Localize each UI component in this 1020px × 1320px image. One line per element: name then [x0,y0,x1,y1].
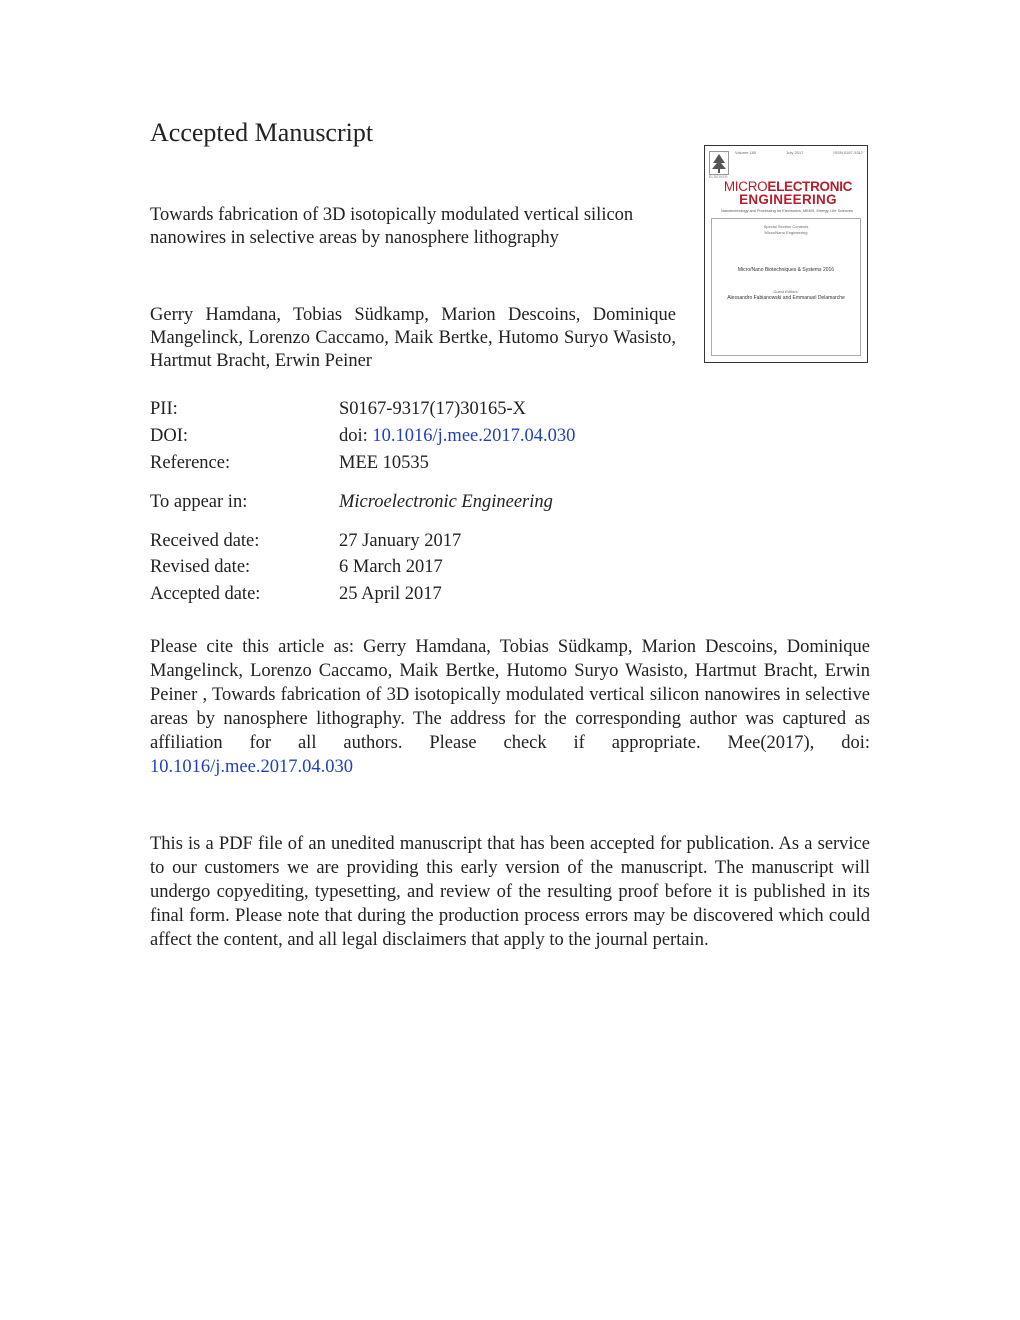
pii-value: S0167-9317(17)30165-X [339,399,527,419]
author-list: Gerry Hamdana, Tobias Südkamp, Marion Descoins, Dominique Mangelinck, Lorenzo Caccamo, Maik Bertke, Hutomo Suryo Wasisto, Hartmut Bracht, Erwin Peiner [150,305,676,371]
cover-top-line [735,150,863,156]
cover-line-a: Special Section Contents [763,224,809,229]
received-value: 27 January 2017 [339,531,462,551]
reference-label: Reference: [150,453,231,473]
accepted-value: 25 April 2017 [339,584,442,604]
citation-paragraph [150,635,870,779]
cover-special-issue: Micro/Nano Biotechniques & Systems 2016 [737,267,835,273]
doi-value [339,426,575,447]
cover-title-line2: ENGINEERING [739,192,837,207]
cover-issue: July 2017 [786,150,804,155]
pii-label: PII: [150,399,178,419]
accepted-label: Accepted date: [150,584,261,604]
doi-label: DOI: [150,426,189,446]
journal-name: Microelectronic Engineering [339,492,553,512]
revised-label: Revised date: [150,557,251,577]
cover-line-b: Micro/Nano Engineering [764,230,808,235]
page-heading: Accepted Manuscript [150,118,374,147]
doi-prefix: doi: [339,426,368,446]
appear-label: To appear in: [150,492,248,512]
received-label: Received date: [150,531,260,551]
cover-guest-label: Guest Editors: [773,289,799,294]
citation-doi-prefix: doi: [841,733,870,753]
reference-value: MEE 10535 [339,453,429,473]
doi-link[interactable]: 10.1016/j.mee.2017.04.030 [372,426,576,446]
cover-inner-frame [711,218,861,356]
manuscript-notice: This is a PDF file of an unedited manuscript that has been accepted for publication. As a service to our customers we are providing this early version of the manuscript. The manuscript will undergo copyediting, typesetting, and review of the resulting proof before it is published in its final form. Please note that during the production process errors may be discovered which could affect the content, and all legal disclaimers that apply to the journal pertain. [150,834,870,950]
cover-title-prefix: MICRO [723,179,768,194]
elsevier-tree-logo [709,151,729,175]
cover-guest-names: Alessandro Fabianowski and Emmanuel Delamarche [727,295,845,301]
article-title: Towards fabrication of 3D isotopically modulated vertical silicon nanowires in selective areas by nanosphere lithography [150,205,634,248]
citation-text: Please cite this article as: Gerry Hamdana, Tobias Südkamp, Marion Descoins, Dominique Mangelinck, Lorenzo Caccamo, Maik Bertke, Hutomo Suryo Wasisto, Hartmut Bracht, Erwin Peiner , Towards fabrication of 3D isotopically modulated vertical silicon nanowires in selective areas by nanosphere lithography. The address for the corresponding author was captured as affiliation for all authors. Please check if appropriate. Mee(2017), [150,637,870,753]
publisher-name: ELSEVIER [709,175,728,179]
cover-title-main: ELECTRONIC [767,179,853,194]
cover-subtitle: Nanotechnology and Processing for Electronics, MEMS, Energy, Life Sciences [721,209,853,213]
journal-cover [704,145,868,363]
citation-doi-link[interactable]: 10.1016/j.mee.2017.04.030 [150,757,353,777]
cover-issn: ISSN 0167-9317 [833,150,863,155]
revised-value: 6 March 2017 [339,557,443,577]
cover-volume: Volume 180 [735,150,757,155]
